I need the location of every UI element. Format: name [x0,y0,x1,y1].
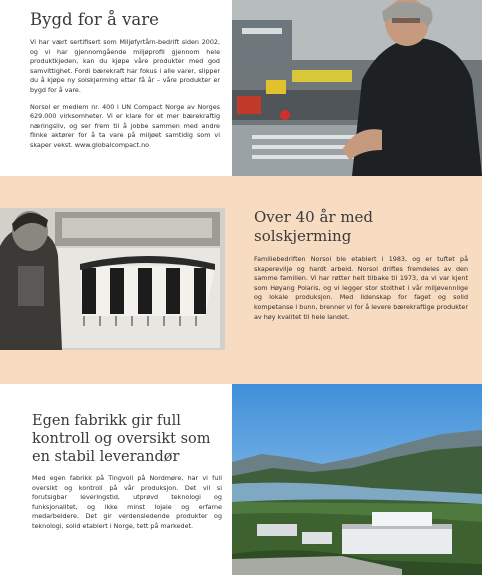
worker-photo [232,0,482,176]
section-paragraph: Norsol er medlem nr. 400 i UN Compact Norge av Norges 629.000 virksomheter. Vi er klare for et mer bærekraftig næringsliv, og ser frem til å jobbe sammen med andre flinke aktører for å ta vare på miljøet samtidig som vi skaper vekst. www.globalcompact.no [30,102,220,149]
section-history [0,176,482,384]
section-title: Egen fabrikk gir full kontroll og oversikt som en stabil leverandør [32,413,211,465]
section-built-to-last [0,0,482,176]
section-text [232,176,482,384]
factory-photo [232,384,482,575]
section-text [0,384,232,575]
section-paragraph: Med egen fabrikk på Tingvoll på Nordmøre, har vi full oversikt og kontroll på vår produksjon. Det vil si forutsigbar leveringstid, utprøvd teknologi og funksjonalitet, og ikke minst lojale og erfarne medarbeidere. Det gir verdensledende produkter og teknologi, solid etablert i Norge, tett på markedet. [32,474,222,530]
historic-photo [0,176,232,384]
section-text [0,0,232,176]
section-factory [0,384,482,575]
section-paragraph: Familiebedriften Norsol ble etablert i 1983, og er tuftet på skaperevilje og hardt arbeid. Norsol driftes fremdeles av den samme familien. Vi har røtter helt tilbake til 1973, da vi var kjent som Høyang Polaris, og vi legger stor stolthet i vår miljøvennlige og lokale produksjon. Med lidenskap for faget og solid kompetanse i bunn, brenner vi for å levere bærekraftige produkter av høy kvalitet til hele landet. [254,255,468,321]
section-title: Over 40 år med solskjerming [254,208,374,245]
section-title: Bygd for å vare [30,10,159,29]
section-paragraph: Vi har vært sertifisert som Miljøfyrtårn-bedrift siden 2002, og vi har gjennomgående miljøprofil gjennom hele produktkjeden, kan du kjøpe våre produkter med god samvittighet. Fordi bærekraft har fokus i alle varer, slipper du å kjøpe ny solskjerming etter få år – våre produkter er bygd for å vare. [30,38,220,94]
